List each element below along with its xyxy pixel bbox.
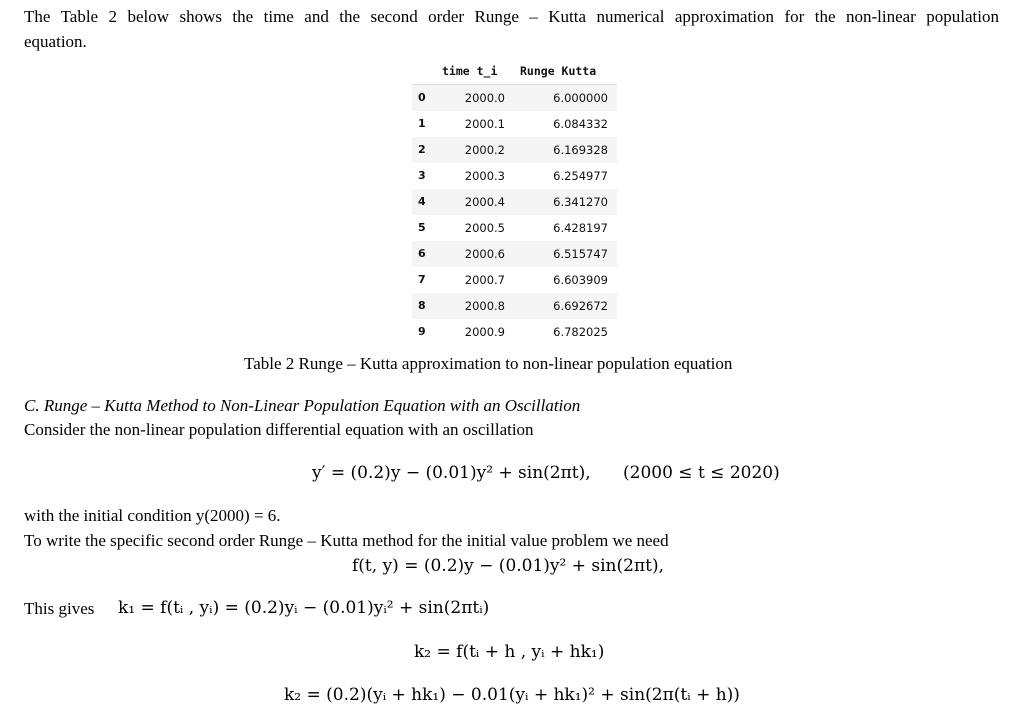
initial-condition: with the initial condition y(2000) = 6. <box>24 506 281 525</box>
row-value: 6.428197 <box>553 221 608 235</box>
row-index: 0 <box>418 91 426 104</box>
table-row <box>412 85 617 111</box>
intro-line-1: The Table 2 below shows the time and the second order Runge – Kutta numerical approximation for the non-linear population <box>24 7 999 26</box>
row-index: 1 <box>418 117 426 130</box>
row-time: 2000.6 <box>464 247 505 261</box>
k2-definition: k₂ = f(tᵢ + h , yᵢ + hk₁) <box>414 642 605 662</box>
runge-kutta-table <box>412 58 617 345</box>
row-value: 6.084332 <box>553 117 608 131</box>
ode-equation: y′ = (0.2)y − (0.01)y² + sin(2πt), <box>312 463 591 483</box>
row-value: 6.341270 <box>553 195 608 209</box>
table-row <box>412 293 617 319</box>
row-time: 2000.2 <box>464 143 505 157</box>
table-row <box>412 241 617 267</box>
table-caption: Table 2 Runge – Kutta approximation to non-linear population equation <box>244 354 733 373</box>
row-time: 2000.3 <box>464 169 505 183</box>
section-heading: C. Runge – Kutta Method to Non-Linear Population Equation with an Oscillation <box>24 396 581 415</box>
table-row <box>412 111 617 137</box>
this-gives-label: This gives <box>24 599 95 618</box>
f-definition: f(t, y) = (0.2)y − (0.01)y² + sin(2πt), <box>352 556 664 576</box>
table-row <box>412 189 617 215</box>
table-row <box>412 163 617 189</box>
ode-domain: (2000 ≤ t ≤ 2020) <box>623 463 780 483</box>
row-index: 4 <box>418 195 426 208</box>
row-time: 2000.7 <box>464 273 505 287</box>
row-value: 6.782025 <box>553 325 608 339</box>
row-value: 6.692672 <box>553 299 608 313</box>
intro-line-2: equation. <box>24 32 87 51</box>
table-body <box>412 85 617 345</box>
row-index: 7 <box>418 273 426 286</box>
row-value: 6.169328 <box>553 143 608 157</box>
row-index: 5 <box>418 221 426 234</box>
column-header-runge-kutta: Runge Kutta <box>520 64 597 78</box>
row-index: 9 <box>418 325 426 338</box>
column-header-time: time t_i <box>442 64 498 78</box>
row-index: 6 <box>418 247 426 260</box>
table-row <box>412 215 617 241</box>
row-index: 3 <box>418 169 426 182</box>
row-time: 2000.0 <box>464 91 505 105</box>
row-index: 2 <box>418 143 426 156</box>
k2-expanded: k₂ = (0.2)(yᵢ + hk₁) − 0.01(yᵢ + hk₁)² + sin(2π(tᵢ + h)) <box>284 685 740 705</box>
table-row <box>412 267 617 293</box>
row-time: 2000.9 <box>464 325 505 339</box>
section-intro: Consider the non-linear population differential equation with an oscillation <box>24 420 534 439</box>
table-row <box>412 319 617 345</box>
row-time: 2000.1 <box>464 117 505 131</box>
row-time: 2000.4 <box>464 195 505 209</box>
row-value: 6.254977 <box>553 169 608 183</box>
row-value: 6.603909 <box>553 273 608 287</box>
row-time: 2000.8 <box>464 299 505 313</box>
row-time: 2000.5 <box>464 221 505 235</box>
rk-need-text: To write the specific second order Runge – Kutta method for the initial value problem we need <box>24 531 669 550</box>
k1-equation: k₁ = f(tᵢ , yᵢ) = (0.2)yᵢ − (0.01)yᵢ² + sin(2πtᵢ) <box>118 598 490 618</box>
row-value: 6.515747 <box>553 247 608 261</box>
row-index: 8 <box>418 299 426 312</box>
intro-paragraph <box>24 4 999 54</box>
table-header <box>412 58 617 85</box>
row-value: 6.000000 <box>553 91 608 105</box>
table-row <box>412 137 617 163</box>
